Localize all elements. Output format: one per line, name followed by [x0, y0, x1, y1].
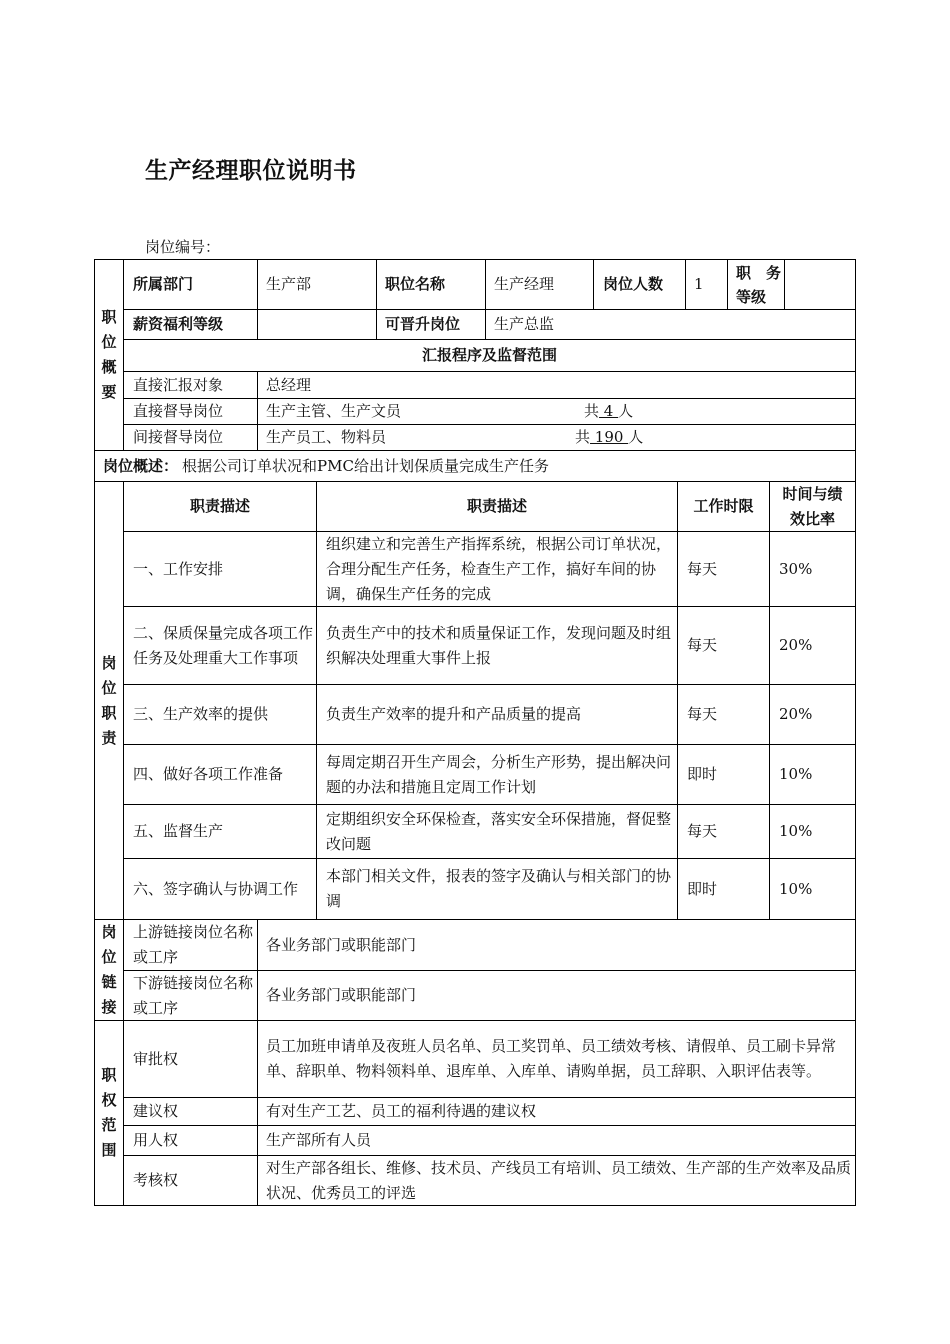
duty-header-ratio: 时间与绩 效比率	[782, 484, 843, 528]
report-to-label: 直接汇报对象	[133, 375, 224, 394]
report-to-value: 总经理	[266, 375, 312, 394]
staffing-right-value: 生产部所有人员	[266, 1131, 372, 1149]
dept-label: 所属部门	[133, 275, 194, 293]
duty-row-5-time: 每天	[687, 822, 718, 840]
overview-section-label: 职 位 概 要	[101, 308, 117, 401]
duty-row-3-ratio: 20%	[779, 705, 813, 723]
duty-row-2-name: 二、保质保量完成各项工作任务及处理重大工作事项	[133, 623, 314, 667]
upstream-value: 各业务部门或职能部门	[266, 935, 417, 954]
salary-grade-label: 薪资福利等级	[133, 315, 224, 333]
suggestion-right-label: 建议权	[133, 1102, 179, 1120]
authority-section-label: 职 权 范 围	[101, 1066, 117, 1159]
duty-row-4-time: 即时	[687, 765, 718, 783]
duty-row-6-name: 六、签字确认与协调工作	[133, 879, 299, 898]
salary-grade-value	[266, 310, 376, 339]
duty-row-5-ratio: 10%	[779, 822, 813, 840]
indirect-supervision-value: 生产员工、物料员	[266, 428, 387, 446]
direct-supervision-label: 直接督导岗位	[133, 402, 224, 420]
headcount-value: 1	[694, 275, 704, 293]
downstream-value: 各业务部门或职能部门	[266, 986, 417, 1004]
evaluation-right-label: 考核权	[133, 1171, 179, 1189]
headcount-label: 岗位人数	[603, 275, 664, 293]
page-title: 生产经理职位说明书	[145, 158, 357, 184]
dept-value: 生产部	[266, 275, 312, 293]
duty-row-4-ratio: 10%	[779, 765, 813, 783]
approval-right-value: 员工加班申请单及夜班人员名单、员工奖罚单、员工绩效考核、请假单、员工刷卡异常单、辞职单、物料领料单、退库单、入库单、请购单据，员工辞职、入职评估表等。	[266, 1037, 837, 1080]
duty-row-6-ratio: 10%	[779, 879, 813, 898]
duty-row-2-desc: 负责生产中的技术和质量保证工作，发现问题及时组织解决处理重大事件上报	[326, 623, 672, 667]
duty-row-3-name: 三、生产效率的提供	[133, 705, 269, 723]
duty-row-3-time: 每天	[687, 705, 718, 723]
evaluation-right-value: 对生产部各组长、维修、技术员、产线员工有培训、员工绩效、生产部的生产效率及品质状况、优秀员工的评选	[266, 1158, 852, 1202]
duty-header-time: 工作时限	[693, 497, 754, 515]
duty-row-5-desc: 定期组织安全环保检查，落实安全环保措施，督促整改问题	[326, 809, 672, 853]
direct-supervision-value: 生产主管、生产文员	[266, 402, 402, 420]
indirect-supervision-label: 间接督导岗位	[133, 428, 224, 446]
position-summary-text: 根据公司订单状况和PMC给出计划保质量完成生产任务	[182, 456, 549, 475]
suggestion-right-value: 有对生产工艺、员工的福利待遇的建议权	[266, 1102, 537, 1120]
duty-row-1-name: 一、工作安排	[133, 559, 224, 578]
duty-row-3-desc: 负责生产效率的提升和产品质量的提高	[326, 705, 582, 723]
indirect-supervision-count: 共 190 人	[575, 428, 644, 446]
position-name-label: 职位名称	[385, 275, 446, 293]
duty-row-1-time: 每天	[687, 559, 718, 578]
duty-row-6-time: 即时	[687, 879, 718, 898]
duty-row-1-desc: 组织建立和完善生产指挥系统，根据公司订单状况，合理分配生产任务，检查生产工作，搞好车间的协调，确保生产任务的完成	[326, 534, 672, 603]
grade-value	[793, 260, 855, 309]
grade-label: 职 务 等级	[736, 263, 782, 306]
duties-section-label: 岗 位 职 责	[101, 653, 117, 747]
duty-row-5-name: 五、监督生产	[133, 822, 224, 840]
upstream-label: 上游链接岗位名称或工序	[133, 923, 254, 966]
position-summary	[103, 451, 853, 481]
position-name-value: 生产经理	[494, 275, 555, 293]
duty-row-4-name: 四、做好各项工作准备	[133, 765, 284, 783]
links-section-label: 岗 位 链 接	[101, 923, 117, 1016]
duty-row-2-ratio: 20%	[779, 636, 813, 654]
approval-right-label: 审批权	[133, 1049, 179, 1068]
duty-row-4-desc: 每周定期召开生产周会，分析生产形势，提出解决问题的办法和措施且定周工作计划	[326, 752, 672, 796]
downstream-label: 下游链接岗位名称或工序	[133, 973, 254, 1017]
duty-header-desc: 职责描述	[466, 497, 527, 515]
duty-header-name: 职责描述	[189, 497, 250, 515]
promotion-label: 可晋升岗位	[385, 315, 461, 333]
duty-row-6-desc: 本部门相关文件，报表的签字及确认与相关部门的协调	[326, 867, 672, 910]
report-header: 汇报程序及监督范围	[421, 346, 557, 364]
position-summary-label: 岗位概述：	[103, 456, 179, 475]
position-code-label: 岗位编号：	[145, 238, 221, 256]
duty-row-1-ratio: 30%	[779, 559, 813, 578]
promotion-value: 生产总监	[494, 315, 555, 333]
direct-supervision-count: 共 4 人	[584, 402, 634, 420]
staffing-right-label: 用人权	[133, 1131, 179, 1149]
duty-row-2-time: 每天	[687, 636, 718, 654]
